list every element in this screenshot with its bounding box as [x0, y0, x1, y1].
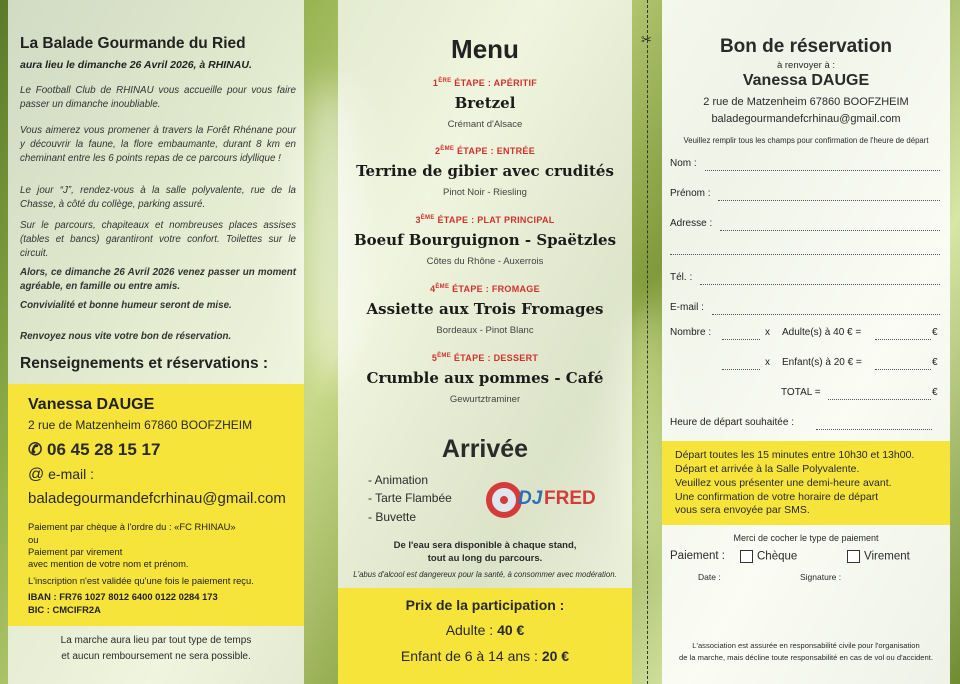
payment-prompt: Merci de cocher le type de paiement	[733, 533, 879, 543]
field-tel-input[interactable]	[700, 284, 940, 285]
recipient-address: 2 rue de Matzenheim 67860 BOOFZHEIM	[703, 96, 909, 108]
recipient-email[interactable]: baladegourmandefcrhinau@gmail.com	[711, 113, 901, 125]
validation-text: L'inscription n'est validée qu'une fois le paiement reçu.	[28, 575, 254, 586]
child-price-row	[338, 648, 632, 664]
event-title: La Balade Gourmande du Ried	[20, 35, 246, 52]
step-label	[338, 215, 632, 225]
phone-row	[28, 440, 160, 460]
wine-pairing: Crémant d'Alsace	[447, 119, 523, 130]
form-title: Bon de réservation	[719, 36, 893, 57]
field-adresse-input-2[interactable]	[670, 254, 940, 255]
virement-checkbox[interactable]	[847, 550, 860, 563]
payment-label: Paiement :	[670, 550, 725, 562]
payment-line: avec mention de votre nom et prénom.	[28, 558, 189, 569]
info-line: Départ et arrivée à la Salle Polyvalente.	[675, 463, 860, 475]
step-name: ÉTAPE : ENTRÉE	[454, 146, 536, 156]
dish-name: Terrine de gibier avec crudités	[356, 162, 614, 180]
info-heading: Renseignements et réservations :	[20, 355, 269, 372]
step-name: ÉTAPE : APÉRITIF	[451, 78, 538, 88]
children-total-input[interactable]	[875, 369, 931, 370]
field-nom-label: Nom :	[670, 158, 697, 169]
euro-sign: €	[932, 387, 938, 398]
child-price: 20 €	[541, 648, 570, 664]
step-name: ÉTAPE : PLAT PRINCIPAL	[434, 215, 555, 225]
send-back-text: Renvoyez nous vite votre bon de réservation.	[20, 331, 232, 342]
dish-name: Boeuf Bourguignon - Spaëtzles	[353, 231, 617, 249]
info-line: vous sera envoyée par SMS.	[675, 504, 810, 516]
times-sign: x	[765, 327, 770, 338]
weather-notice: La marche aura lieu par tout type de temps	[60, 635, 252, 646]
form-instruction: Veuillez remplir tous les champs pour confirmation de l'heure de départ	[683, 136, 929, 145]
dish-name: Assiette aux Trois Fromages	[366, 300, 604, 318]
child-label: Enfant de 6 à 14 ans :	[400, 648, 542, 664]
step-number-suffix: ÈME	[437, 353, 452, 359]
water-notice: De l'eau sera disponible à chaque stand,	[393, 540, 577, 551]
alcohol-warning: L'abus d'alcool est dangereux pour la santé, à consommer avec modération.	[353, 570, 617, 579]
comfort-paragraph: Sur le parcours, chapiteaux et nombreuses places assises (tables et bancs) garantiront votre confort. Toilettes sur le circuit.	[20, 220, 296, 259]
field-tel-label: Tél. :	[670, 272, 693, 283]
step-number: 3	[415, 215, 421, 225]
cheque-option[interactable]	[740, 550, 797, 563]
cheque-checkbox[interactable]	[740, 550, 753, 563]
times-sign: x	[765, 357, 770, 368]
contact-name: Vanessa DAUGE	[28, 396, 155, 413]
step-number-suffix: ÈME	[435, 284, 450, 290]
adult-label: Adulte :	[445, 622, 498, 638]
euro-sign: €	[932, 327, 938, 338]
field-adresse-label: Adresse :	[670, 218, 713, 229]
step-number: 2	[434, 146, 441, 156]
menu-title: Menu	[451, 34, 519, 64]
departure-input[interactable]	[816, 429, 932, 430]
walk-paragraph: Vous aimerez vous promener à travers la Forêt Rhénane pour y découvrir la faune, la flore embaumante, durant 8 km en cheminant entre les 6 points repas de ce parcours idyllique !	[20, 125, 296, 164]
email-label: e-mail :	[48, 466, 95, 482]
field-adresse-input[interactable]	[720, 230, 940, 231]
insurance-notice: de la marche, mais décline toute responsabilité en cas de vol ou d'accident.	[679, 653, 933, 662]
recipient-name: Vanessa DAUGE	[742, 72, 870, 89]
logo-fred: FRED	[544, 488, 596, 509]
departure-label: Heure de départ souhaitée :	[670, 417, 794, 428]
total-input[interactable]	[828, 399, 931, 400]
virement-label: Virement	[864, 550, 910, 563]
email-row	[28, 466, 94, 484]
payment-line: Paiement par virement	[28, 546, 123, 557]
nombre-label: Nombre :	[670, 327, 712, 338]
info-line: Départ toutes les 15 minutes entre 10h30 et 13h00.	[675, 449, 915, 461]
phone-icon: ✆	[28, 440, 43, 459]
invitation-paragraph: Alors, ce dimanche 26 Avril 2026 venez passer un moment agréable, en famille ou entre amis.	[20, 267, 296, 292]
arrival-title: Arrivée	[441, 435, 529, 463]
step-number-suffix: ÈME	[440, 146, 455, 152]
total-label: TOTAL =	[781, 387, 821, 398]
arrival-item: - Animation	[368, 473, 429, 487]
dish-name: Crumble aux pommes - Café	[366, 369, 604, 387]
field-email-input[interactable]	[712, 314, 940, 315]
adult-price: 40 €	[497, 622, 525, 638]
contact-email[interactable]: baladegourmandefcrhinau@gmail.com	[28, 490, 286, 507]
field-prenom-input[interactable]	[718, 200, 940, 201]
date-label: Date :	[698, 572, 721, 582]
field-email-label: E-mail :	[670, 302, 704, 313]
price-title: Prix de la participation :	[405, 597, 565, 613]
scissors-icon: ✂	[641, 32, 652, 47]
dj-fred-logo	[484, 478, 596, 522]
adults-label: Adulte(s) à 40 € =	[782, 327, 862, 338]
virement-option[interactable]	[847, 550, 910, 563]
phone-number: 06 45 28 15 17	[46, 440, 161, 459]
info-line: Une confirmation de votre horaire de départ	[675, 491, 879, 503]
cheque-label: Chèque	[757, 550, 798, 563]
bic: BIC : CMCIFR2A	[28, 604, 101, 615]
step-label	[338, 78, 632, 88]
insurance-notice: L'association est assurée en responsabilité civile pour l'organisation	[692, 641, 920, 650]
adult-price-row	[338, 622, 632, 638]
refund-notice: et aucun remboursement ne sera possible.	[61, 651, 251, 662]
step-number: 1	[432, 78, 439, 88]
intro-paragraph: Le Football Club de RHINAU vous accueille pour vous faire passer un dimanche inoubliable.	[20, 85, 296, 110]
conviviality-text: Convivialité et bonne humeur seront de mise.	[20, 300, 232, 311]
wine-pairing: Bordeaux - Pinot Blanc	[436, 325, 534, 336]
children-label: Enfant(s) à 20 € =	[782, 357, 862, 368]
step-name: ÉTAPE : FROMAGE	[449, 284, 540, 294]
wine-pairing: Côtes du Rhône - Auxerrois	[426, 256, 544, 267]
adults-total-input[interactable]	[875, 339, 931, 340]
step-label	[338, 353, 632, 363]
dish-name: Bretzel	[454, 94, 516, 112]
adults-count-input[interactable]	[722, 339, 760, 340]
logo-dj: DJ	[518, 488, 543, 509]
arrival-item: - Buvette	[368, 510, 417, 524]
wine-pairing: Pinot Noir - Riesling	[443, 187, 527, 198]
send-to-label: à renvoyer à :	[776, 60, 836, 71]
iban: IBAN : FR76 1027 8012 6400 0122 0284 173	[28, 591, 218, 602]
cut-line	[647, 0, 648, 684]
step-number-suffix: ÈRE	[438, 78, 452, 84]
meeting-paragraph: Le jour “J”, rendez-vous à la salle polyvalente, rue de la Chasse, à côté du collège, parking assuré.	[20, 185, 296, 210]
signature-label: Signature :	[800, 572, 842, 582]
step-label	[338, 146, 632, 156]
water-notice: tout au long du parcours.	[427, 553, 543, 564]
contact-address: 2 rue de Matzenheim 67860 BOOFZHEIM	[28, 418, 253, 432]
payment-line: Paiement par chèque à l'ordre du : «FC RHINAU»	[28, 521, 236, 532]
step-name: ÉTAPE : DESSERT	[451, 353, 539, 363]
arrival-item: - Tarte Flambée	[368, 491, 452, 505]
payment-line: ou	[28, 534, 39, 545]
event-subtitle: aura lieu le dimanche 26 Avril 2026, à RHINAU.	[20, 59, 252, 71]
field-nom-input[interactable]	[705, 170, 940, 171]
euro-sign: €	[932, 357, 938, 368]
step-number: 4	[430, 284, 436, 294]
step-number-suffix: ÈME	[420, 215, 435, 221]
step-number: 5	[431, 353, 438, 363]
step-label	[338, 284, 632, 294]
children-count-input[interactable]	[722, 369, 760, 370]
wine-pairing: Gewurtztraminer	[449, 394, 521, 405]
field-prenom-label: Prénom :	[670, 188, 711, 199]
info-line: Veuillez vous présenter une demi-heure avant.	[675, 477, 892, 489]
at-icon: @	[28, 466, 45, 483]
